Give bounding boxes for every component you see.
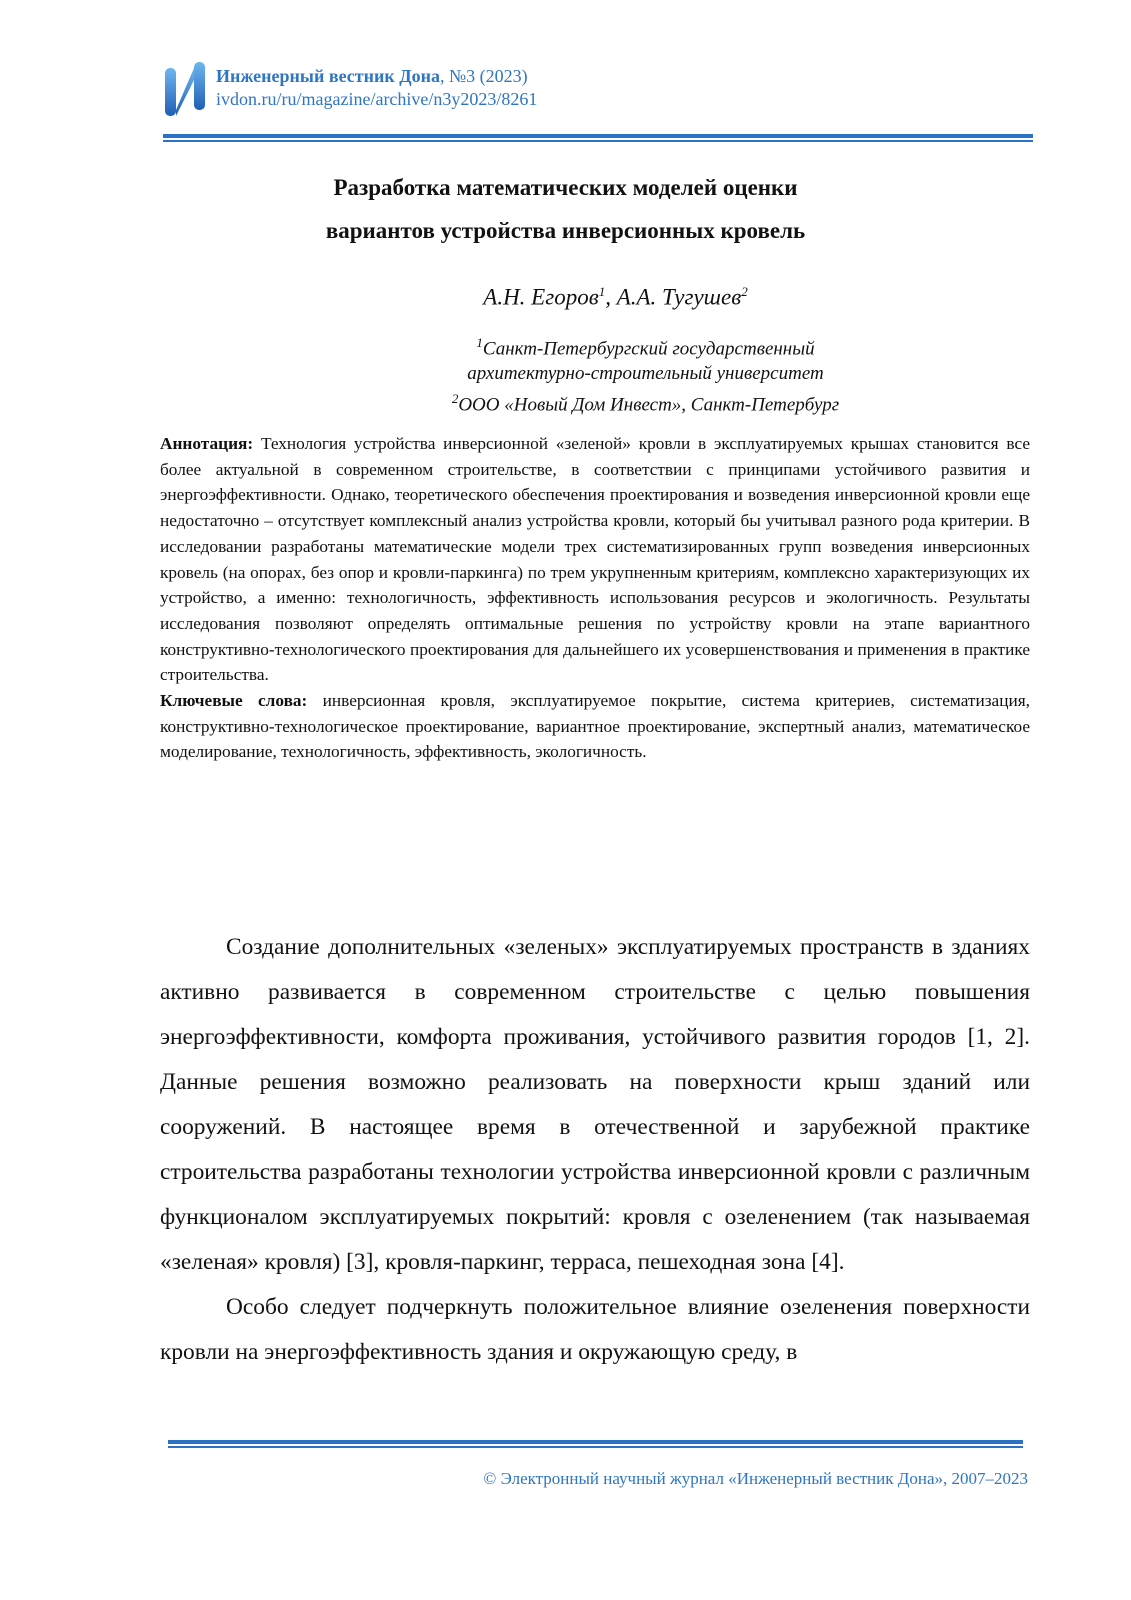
footer-rule-thick [168, 1440, 1023, 1444]
journal-title [216, 65, 528, 87]
author-1-affil-mark: 1 [598, 284, 606, 299]
footer-rule-thin [168, 1446, 1023, 1448]
keywords [160, 688, 1030, 765]
journal-header [163, 58, 1033, 148]
author-2: А.А. Тугушев [616, 284, 742, 310]
abstract-label: Аннотация: [160, 434, 254, 453]
body-paragraph-1: Создание дополнительных «зеленых» эксплуатируемых пространств в зданиях активно развивается в современном строительстве с целью повышения энергоэффективности, комфорта проживания, устойчивого развития городов [1, 2]. Данные решения возможно реализовать на поверхности крыш зданий или сооружений. В настоящее время в отечественной и зарубежной практике строительства разработаны технологии устройства инверсионной кровли с различным функционалом эксплуатируемых покрытий: кровля с озеленением (так называемая «зеленая» кровля) [3], кровля-паркинг, терраса, пешеходная зона [4]. [160, 934, 1030, 1275]
keywords-text: инверсионная кровля, эксплуатируемое покрытие, система критериев, систематизация, конструктивно-технологическое проектирование, вариантное проектирование, экспертный анализ, математическое моделирование, технологичность, эффективность, экологичность. [160, 691, 1030, 762]
abstract-text: Технология устройства инверсионной «зеленой» кровли в эксплуатируемых крышах становится все более актуальной в современном строительстве, в соответствии с принципами устойчивого развития и энергоэффективности. Однако, теоретического обеспечения проектирования и возведения инверсионной кровли еще недостаточно – отсутствует комплексный анализ устройства кровли, который бы учитывал разного рода критерии. В исследовании разработаны математические модели трех систематизированных групп возведения инверсионных кровель (на опорах, без опор и кровли-паркинга) по трем укрупненным критериям, комплексно характеризующих их устройство, а именно: технологичность, эффективность использования ресурсов и экологичность. Результаты исследования позволяют определять оптимальные решения по устройству кровли на этапе вариантного конструктивно-технологического проектирования для дальнейшего их усовершенствования и применения в практике строительства. [160, 434, 1030, 685]
body-paragraph-2: Особо следует подчеркнуть положительное влияние озеленения поверхности кровли на энергоэффективность здания и окружающую среду, в [160, 1294, 1030, 1365]
journal-logo-icon [163, 60, 207, 118]
keywords-label: Ключевые слова: [160, 691, 308, 711]
authors: А.Н. Егоров$^1$, А.А. Тугушев$^2$ [483, 284, 748, 310]
journal-url-link[interactable]: ivdon.ru/ru/magazine/archive/n3y2023/8261 [216, 89, 538, 109]
affiliations [0, 330, 1131, 418]
title-line-1: Разработка математических моделей оценки [333, 175, 798, 200]
author-1: А.Н. Егоров [483, 284, 599, 310]
affiliation-2: $^2$ООО «Новый Дом Инвест», Санкт-Петербург [451, 391, 840, 416]
title-line-2: вариантов устройства инверсионных кровель [325, 218, 806, 243]
journal-issue: , №3 (2023) [439, 66, 528, 86]
affiliation-1-line-2: архитектурно-строительный университет [467, 363, 824, 385]
article-title [0, 166, 1131, 252]
header-rule-thin [163, 140, 1033, 142]
header-rule-thick [163, 134, 1033, 138]
abstract-block [160, 431, 1030, 765]
journal-name: Инженерный вестник Дона [216, 66, 440, 86]
abstract [160, 431, 1030, 688]
footer-copyright: © Электронный научный журнал «Инженерный вестник Дона», 2007–2023 [483, 1469, 1028, 1488]
author-2-affil-mark: 2 [741, 284, 748, 299]
affiliation-1-line-1: $^1$Санкт-Петербургский государственный [476, 335, 815, 360]
article-body [160, 925, 1030, 1375]
